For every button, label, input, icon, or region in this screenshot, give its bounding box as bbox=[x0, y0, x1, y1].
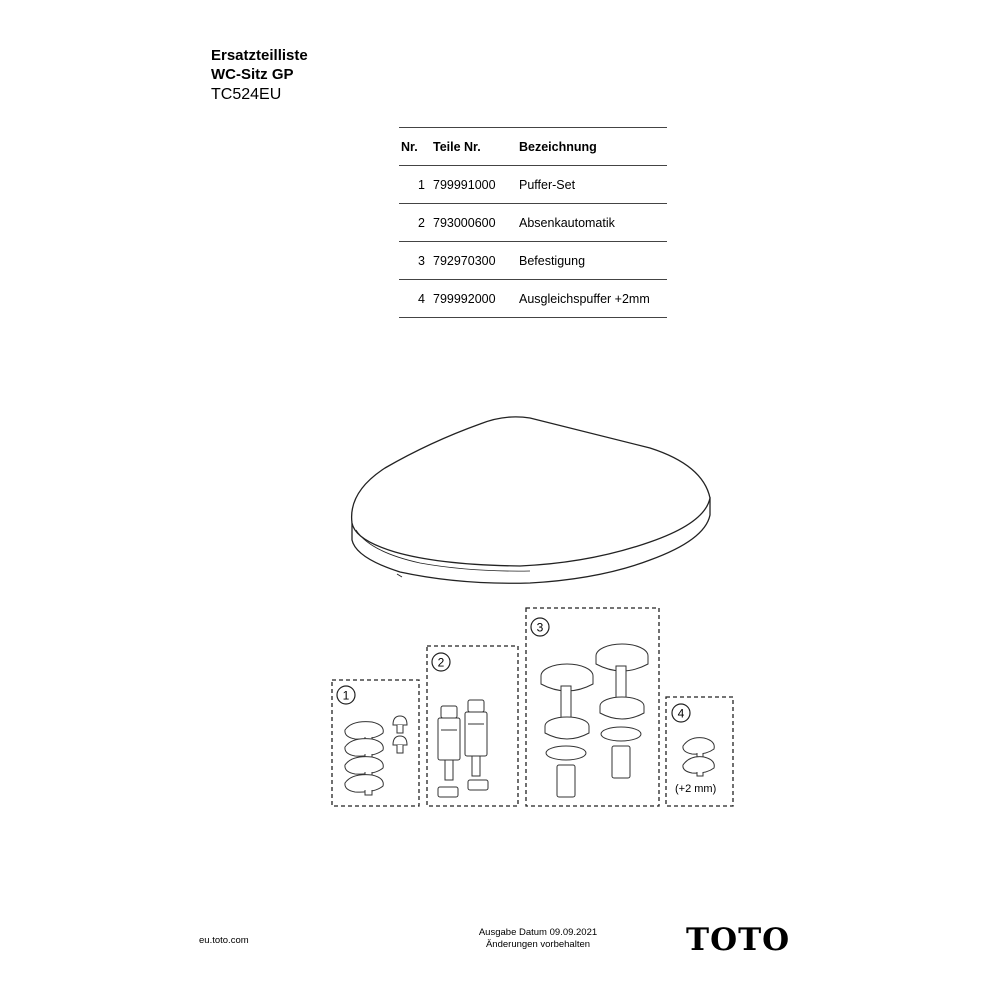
cell-name: Befestigung bbox=[519, 242, 667, 280]
column-header-part-no: Teile Nr. bbox=[433, 128, 519, 166]
cell-nr: 3 bbox=[399, 242, 433, 280]
issue-info bbox=[470, 927, 606, 951]
cell-name: Ausgleichspuffer +2mm bbox=[519, 280, 667, 318]
callout-label-4: 4 bbox=[677, 706, 685, 721]
buffer-set-illustration bbox=[345, 716, 407, 795]
toilet-seat-illustration bbox=[352, 417, 710, 583]
callout-label-3: 3 bbox=[536, 620, 544, 635]
website-link: eu.toto.com bbox=[199, 935, 249, 946]
cell-name: Absenkautomatik bbox=[519, 204, 667, 242]
document-title: Ersatzteilliste bbox=[211, 47, 308, 64]
cell-part-no: 799992000 bbox=[433, 280, 519, 318]
brand-logo: TOTO bbox=[686, 922, 791, 958]
cell-name: Puffer-Set bbox=[519, 166, 667, 204]
cell-part-no: 793000600 bbox=[433, 204, 519, 242]
product-name: WC-Sitz GP bbox=[211, 66, 294, 83]
cell-nr: 1 bbox=[399, 166, 433, 204]
soft-close-illustration bbox=[438, 700, 488, 797]
model-number: TC524EU bbox=[211, 86, 282, 103]
part-4-note: (+2 mm) bbox=[675, 783, 717, 795]
issue-date: Ausgabe Datum 09.09.2021 bbox=[478, 927, 598, 938]
column-header-name: Bezeichnung bbox=[519, 128, 667, 166]
callout-label-1: 1 bbox=[342, 688, 350, 703]
change-notice: Änderungen vorbehalten bbox=[485, 939, 591, 950]
cell-nr: 2 bbox=[399, 204, 433, 242]
cell-part-no: 792970300 bbox=[433, 242, 519, 280]
fixing-illustration bbox=[541, 644, 648, 797]
compensation-buffer-illustration bbox=[683, 738, 714, 776]
column-header-nr: Nr. bbox=[399, 128, 433, 166]
cell-part-no: 799991000 bbox=[433, 166, 519, 204]
cell-nr: 4 bbox=[399, 280, 433, 318]
callout-label-2: 2 bbox=[437, 655, 445, 670]
